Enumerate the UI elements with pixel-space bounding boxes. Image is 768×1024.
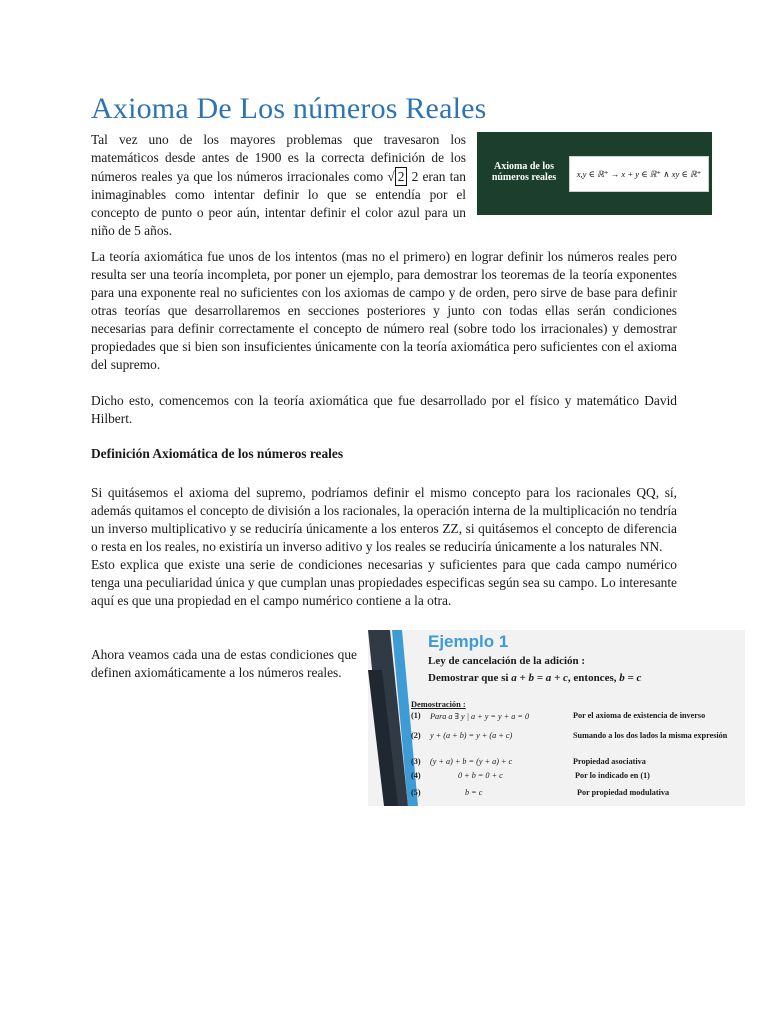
axiom-formula: x,y ∈ ℝ⁺ → x + y ∈ ℝ⁺ ∧ xy ∈ ℝ⁺ xyxy=(569,156,709,192)
proof-step-reason: Por propiedad modulativa xyxy=(577,788,670,797)
proof-step-equation xyxy=(465,788,482,797)
proof-step-number: (3) xyxy=(411,757,421,766)
equation-text: b = c xyxy=(465,788,483,797)
supremum-text: Si quitásemos el axioma del supremo, podríamos definir el mismo concepto para los racionales QQ, sí, además quitamos el concepto de división a los racionales, la operación interna de la multiplicación no tendría un inverso multiplicativo y se reduciría únicamente a los enteros ZZ, si quitásemos el concepto de diferencia o resta en los reales, no existiría un inverso aditivo y los reales se reduciría únicamente a los naturales NN. xyxy=(91,485,677,554)
intro-text-before: Tal vez uno de los mayores problemas que travesaron los matemáticos desde antes de 1900 es la correcta definición de los números reales ya que los números irracionales como √ xyxy=(91,132,466,184)
statement-result: b = c xyxy=(619,672,642,684)
proof-step-equation xyxy=(458,771,503,780)
statement-expr: a + b = a + c xyxy=(511,672,568,684)
axiomatic-theory-paragraph: La teoría axiomática fue unos de los intentos (mas no el primero) en lograr definir los números reales pero resulta ser una teoría incompleta, por poner un ejemplo, para demostrar los teoremas de la teoría exponentes para una exponente real no suficientes con los axiomas de campo y de orden, pero sirve de base para definir otras teorías que desarrollaremos en secciones posteriores y junto con todas ellas serán condiciones necesarias para definir correctamente el concepto de número real (sobre todo los irracionales) y demostrar propiedades que si bien son insuficientes únicamente con la teoría axiomática pero suficientes con el axioma del supremo. xyxy=(91,249,677,372)
proof-step-equation xyxy=(430,757,512,766)
statement-suffix: , entonces, xyxy=(567,672,620,684)
page-title: Axioma De Los números Reales xyxy=(91,92,487,125)
closing-paragraph: Ahora veamos cada una de estas condiciones que definen axiomáticamente a los números reales. xyxy=(91,647,357,680)
proof-step-reason: Por lo indicado en (1) xyxy=(575,771,650,780)
equation-text: Para a ∃ y | a + y = y + a = 0 xyxy=(430,712,530,721)
intro-paragraph xyxy=(91,131,466,240)
proof-step-number: (2) xyxy=(411,731,421,740)
proof-step-reason: Sumando a los dos lados la misma expresión xyxy=(573,731,728,740)
proof-step-equation xyxy=(430,711,529,721)
proof-step-number: (4) xyxy=(411,771,421,780)
equation-text: 0 + b = 0 + c xyxy=(458,771,503,780)
statement-prefix: Demostrar que si xyxy=(428,672,512,684)
section-heading: Definición Axiomática de los números reales xyxy=(91,446,344,461)
proof-step-equation xyxy=(430,731,512,740)
proof-step-number: (5) xyxy=(411,788,421,797)
equation-text: (y + a) + b = (y + a) + c xyxy=(430,757,513,766)
equation-text: y + (a + b) = y + (a + c) xyxy=(430,731,513,740)
intro-text-after: 2 eran tan inimaginables como intentar definir lo que se entendía por el concepto de punto o peor aún, intentar definir el color azul para un niño de 5 años. xyxy=(91,169,466,238)
proof-step-reason: Propiedad asociativa xyxy=(573,757,646,766)
proof-step-reason: Por el axioma de existencia de inverso xyxy=(573,711,706,720)
example-figure xyxy=(368,630,745,806)
boxed-number: 2 xyxy=(395,167,408,186)
proof-step-number: (1) xyxy=(411,711,421,720)
proof-heading: Demostración : xyxy=(411,700,466,709)
hilbert-paragraph: Dicho esto, comencemos con la teoría axiomática que fue desarrollado por el físico y matemático David Hilbert. xyxy=(91,393,677,426)
example-statement xyxy=(428,672,641,684)
axiom-figure-label: Axioma de los números reales xyxy=(491,161,557,183)
supremum-paragraph xyxy=(91,484,677,610)
conditions-text: Esto explica que existe una serie de condiciones necesarias y suficientes para que cada campo numérico tenga una peculiaridad única y que cumplan unas propiedades especificas según sea su campo. Lo interesante aquí es que una propiedad en el campo numérico contiene a la otra. xyxy=(91,557,677,608)
example-title: Ejemplo 1 xyxy=(428,632,509,651)
example-law: Ley de cancelación de la adición : xyxy=(428,655,586,667)
axiom-figure xyxy=(477,132,712,215)
